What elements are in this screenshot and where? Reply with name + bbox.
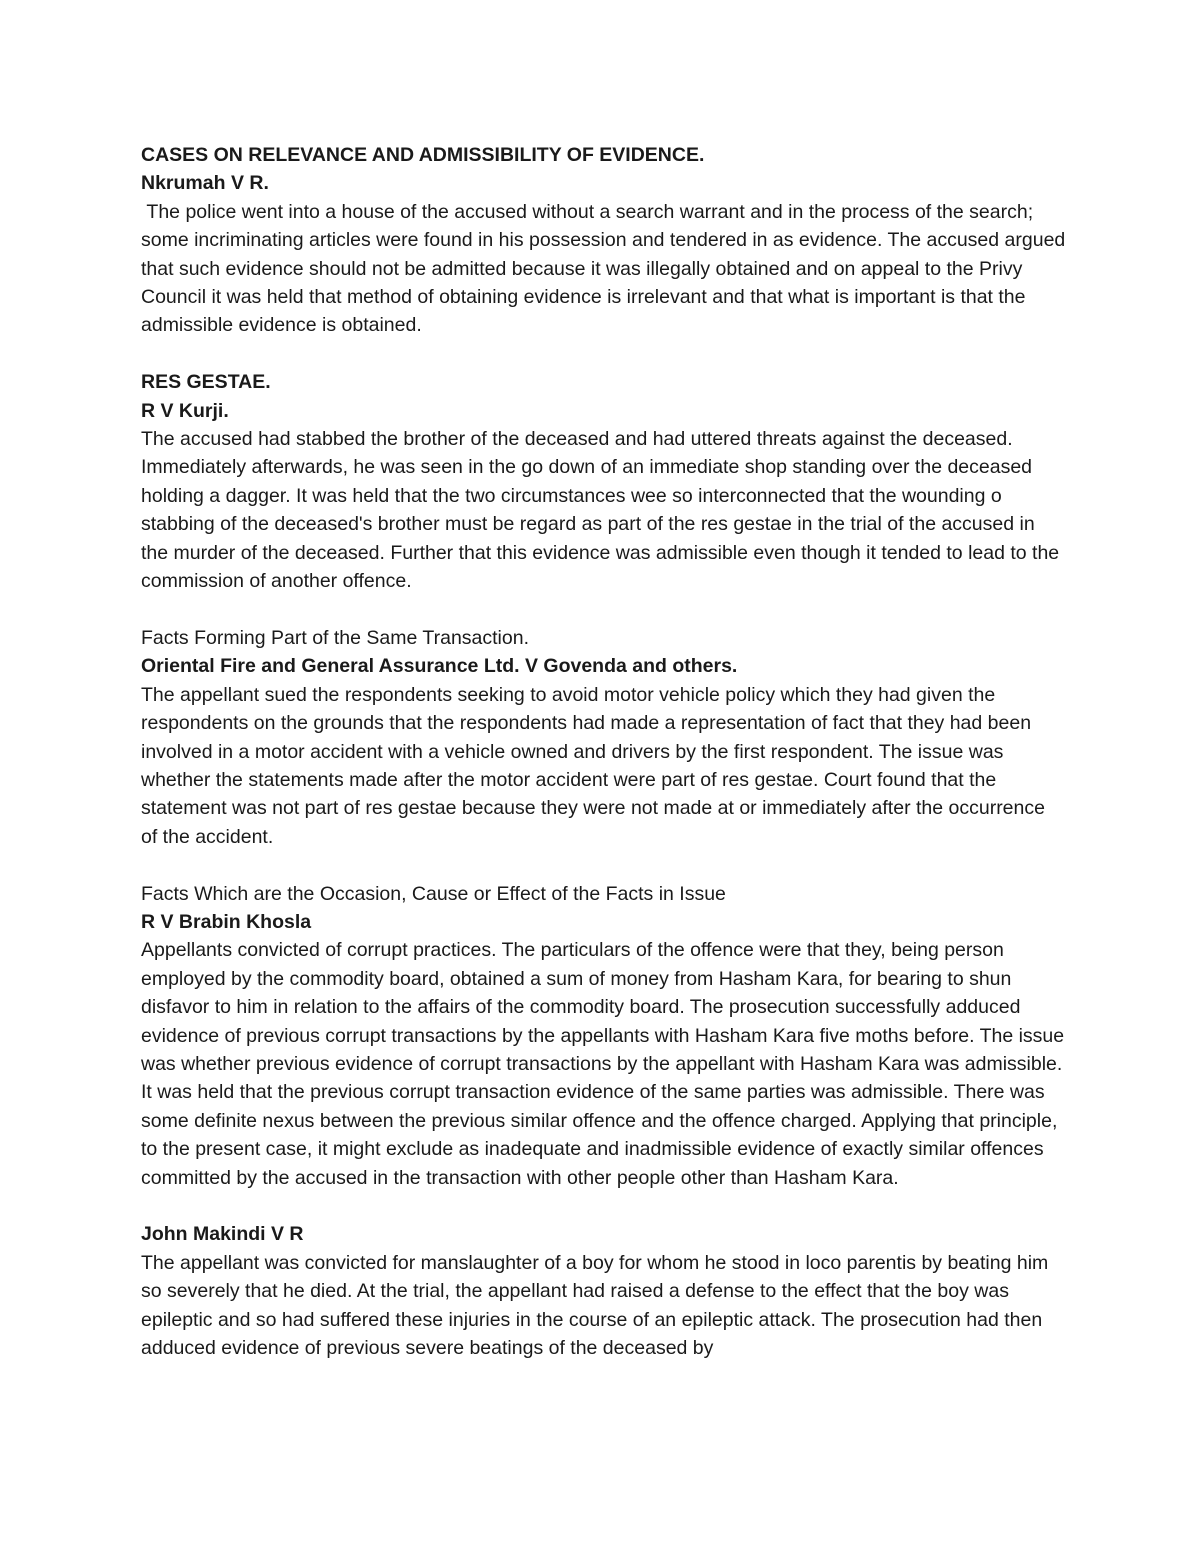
case-body: The accused had stabbed the brother of the deceased and had uttered threats against the deceased. Immediately afterwards, he was seen in the go down of an immediate shop standing over the deceased holding a dagger. It was held that the two circumstances wee so interconnected that the wounding o stabbing of the deceased's brother must be regard as part of the res gestae in the trial of the accused in the murder of the deceased. Further that this evidence was admissible even though it tended to lead to the commission of another offence. [141, 428, 1060, 593]
document-page [141, 141, 1071, 1362]
section-nkrumah [141, 141, 1071, 340]
case-body: The appellant was convicted for manslaughter of a boy for whom he stood in loco parentis by beating him so severely that he died. At the trial, the appellant had raised a defense to the effect that the boy was epileptic and so had suffered these injuries in the course of an epileptic attack. The prosecution had then adduced evidence of previous severe beatings of the deceased by [141, 1251, 1049, 1359]
case-title: R V Kurji. [141, 399, 229, 422]
section-occasion-cause-effect [141, 880, 1066, 1192]
case-body: The police went into a house of the accused without a search warrant and in the process of the search; some incriminating articles were found in his possession and tendered in as evidence. The accused argued that such evidence should not be admitted because it was illegally obtained and on appeal to the Privy Council it was held that method of obtaining evidence is irrelevant and that what is important is that the admissible evidence is obtained. [141, 200, 1071, 337]
case-title: Oriental Fire and General Assurance Ltd. V Govenda and others. [141, 655, 738, 678]
paragraph-gap [141, 595, 1066, 623]
paragraph-gap [141, 340, 1066, 368]
case-title: Nkrumah V R. [141, 172, 269, 195]
section-heading: Facts Which are the Occasion, Cause or Effect of the Facts in Issue [141, 882, 726, 905]
paragraph-gap [141, 1192, 1066, 1220]
paragraph-gap [141, 851, 1066, 879]
section-same-transaction [141, 624, 1066, 851]
case-body: The appellant sued the respondents seeking to avoid motor vehicle policy which they had given the respondents on the grounds that the respondents had made a representation of fact that they had been involved in a motor accident with a vehicle owned and drivers by the first respondent. The issue was whether the statements made after the motor accident were part of res gestae. Court found that the statement was not part of res gestae because they were not made at or immediately after the occurrence of the accident. [141, 683, 1045, 848]
section-heading: Facts Forming Part of the Same Transaction. [141, 626, 529, 649]
main-heading: CASES ON RELEVANCE AND ADMISSIBILITY OF EVIDENCE. [141, 144, 705, 166]
case-title: John Makindi V R [141, 1223, 304, 1246]
section-john-makindi [141, 1220, 1066, 1362]
section-res-gestae [141, 368, 1066, 595]
case-body: Appellants convicted of corrupt practices. The particulars of the offence were that they, being person employed by the commodity board, obtained a sum of money from Hasham Kara, for bearing to shun disfavor to him in relation to the affairs of the commodity board. The prosecution successfully adduced evidence of previous corrupt transactions by the appellants with Hasham Kara five moths before. The issue was whether previous evidence of corrupt transactions by the appellant with Hasham Kara was admissible. It was held that the previous corrupt transaction evidence of the same parties was admissible. There was some definite nexus between the previous similar offence and the offence charged. Applying that principle, to the present case, it might exclude as inadequate and inadmissible evidence of exactly similar offences committed by the accused in the transaction with other people other than Hasham Kara. [141, 939, 1065, 1189]
section-heading: RES GESTAE. [141, 371, 271, 394]
case-title: R V Brabin Khosla [141, 910, 312, 933]
